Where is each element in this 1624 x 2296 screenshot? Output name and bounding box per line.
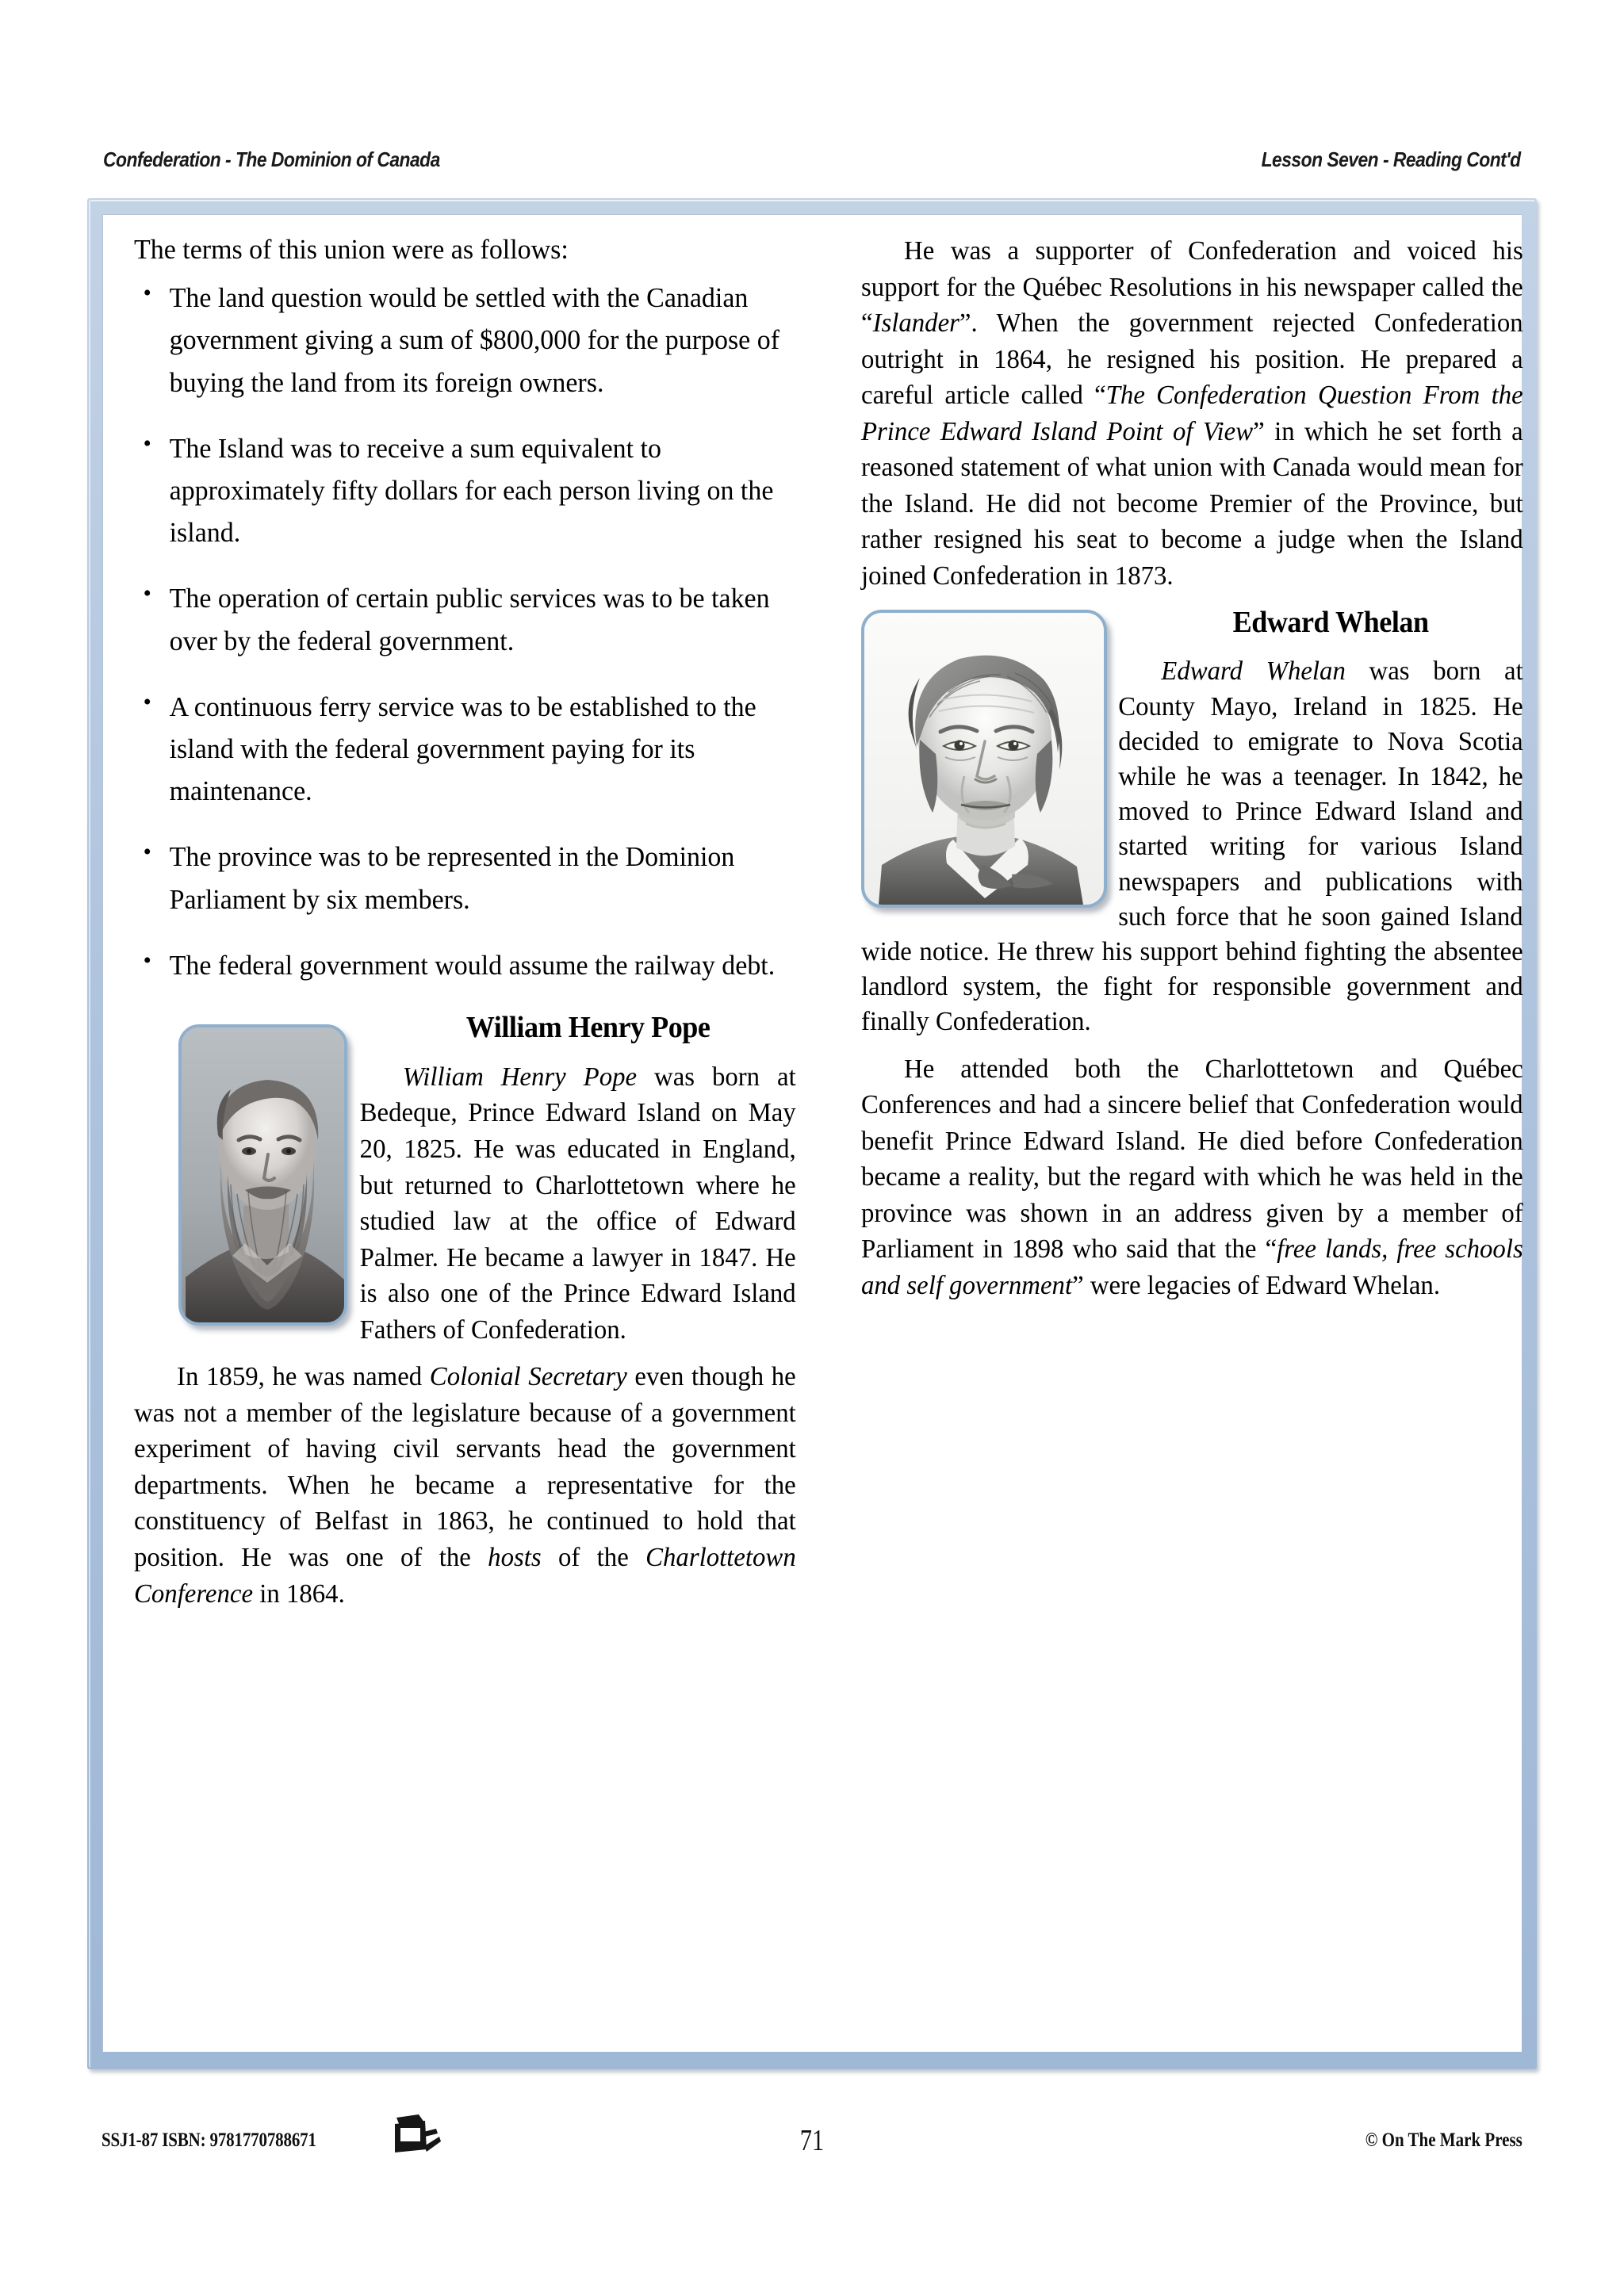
hosts-italic: hosts [488,1543,542,1573]
pope-p2-c: of the [541,1543,646,1573]
whelan-paragraph-1-rest: was born at County Mayo, Ireland in 1825. He decided to emigrate to Nova Scotia while he was a teenager. In 1842, he moved to Prince Edward Island and started writing for various Island newspapers and publications with such force that he soon gained Island wide notice. He threw his support behind fighting the absentee landlord system, the fight for responsible government and finally Confederation. [861,656,1523,1037]
charlottetown-conference-italic: Charlottetown Conference [134,1543,796,1609]
terms-list [134,277,820,986]
pope-paragraph-2 [134,1359,796,1612]
william-henry-pope-section [134,1010,820,1623]
list-item: • The province was to be represented in the Dominion Parliament by six members. [134,836,799,920]
copyright-text: © On The Mark Press [1365,2130,1522,2151]
whelan-p2-b: ” were legacies of Edward Whelan. [1072,1270,1441,1300]
running-head-left: Confederation - The Dominion of Canada [103,147,440,171]
right-paragraph-1 [861,233,1523,594]
list-item: • The land question would be settled with the Canadian government giving a sum of $800,000 for the purpose of buying the land from its foreign owners. [134,277,799,404]
pope-p2-a: In 1859, he was named [177,1362,430,1392]
pope-paragraph-1-rest: was born at Bedeque, Prince Edward Island on May 20, 1825. He was educated in England, but returned to Charlottetown where he studied law at the office of Edward Palmer. He became a lawyer in 1847. He is also one of the Prince Edward Island Fathers of Confederation. [359,1062,796,1345]
pope-name-italic: William Henry Pope [402,1062,638,1092]
islander-italic: Islander [872,308,959,339]
whelan-name-italic: Edward Whelan [1161,656,1346,687]
whelan-paragraph-1 [861,654,1523,1039]
left-column [134,233,820,1623]
whelan-heading: Edward Whelan [1232,606,1429,640]
page-number: 71 [799,2124,825,2157]
pope-p2-d: in 1864. [253,1578,345,1609]
list-item: • The operation of certain public services was to be taken over by the federal government. [134,577,799,661]
right-column [861,233,1547,1314]
whelan-p2-a: He attended both the Charlottetown and Québec Conferences and had a sincere belief that Confederation would benefit Prince Edward Island. He died before Confederation became a reality, but the regard with which he was held in the province was shown in an address given by a member of Parliament in 1898 who said that the “ [861,1054,1523,1265]
list-item: • The Island was to receive a sum equivalent to approximately fifty dollars for each person living on the island. [134,427,799,554]
list-item: • A continuous ferry service was to be established to the island with the federal government paying for its maintenance. [134,686,799,813]
pope-p2-b: even though he was not a member of the legislature because of a government experiment of having civil servants head the government departments. When he became a representative for the constituency of Belfast in 1863, he continued to hold that position. He was one of the [134,1362,796,1573]
list-item: • The federal government would assume the railway debt. [134,944,799,986]
right-p1-b: ”. When the government rejected Confederation outright in 1864, he resigned his position. He prepared a careful article called “ [861,308,1523,411]
page-content-area [102,214,1522,2052]
page-frame [87,198,1537,2069]
right-p1-c: ” in which he set forth a reasoned statement of what union with Canada would mean for the Island. He did not become Premier of the Province, but rather resigned his seat to become a judge when the Island joined Confederation in 1873. [861,416,1523,591]
page-footer [102,2118,1522,2163]
colonial-secretary-italic: Colonial Secretary [429,1362,627,1392]
edward-whelan-section [861,605,1547,1314]
two-column-layout [129,233,1523,2036]
running-head [103,147,1521,184]
isbn-text: SSJ1-87 ISBN: 9781770788671 [102,2130,316,2151]
confederation-question-italic: The Confederation Question From the Prince Edward Island Point of View [861,381,1523,446]
free-lands-italic: free lands, free schools and self government [861,1234,1523,1300]
pope-heading: William Henry Pope [465,1010,710,1044]
running-head-right: Lesson Seven - Reading Cont'd [1261,147,1521,171]
whelan-paragraph-2 [861,1051,1523,1304]
terms-lead-text: The terms of this union were as follows: [134,234,569,265]
right-p1-a: He was a supporter of Confederation and voiced his support for the Québec Resolutions in his newspaper called the “ [861,236,1523,339]
pope-paragraph-1 [134,1059,796,1348]
